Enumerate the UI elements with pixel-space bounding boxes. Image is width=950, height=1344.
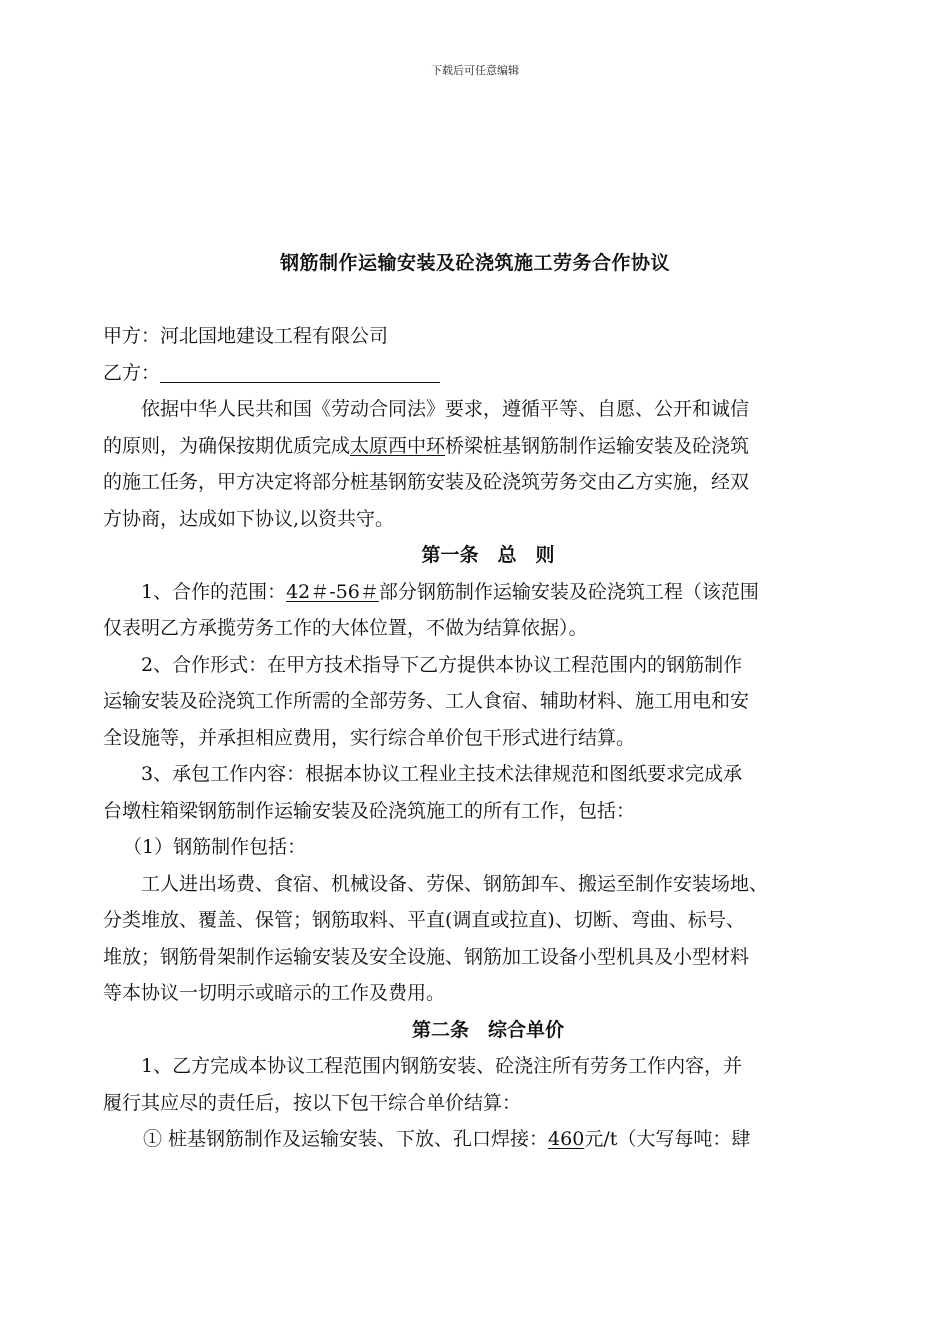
article-2-item-1	[103, 1121, 873, 1158]
unit-price: 460	[548, 1128, 585, 1150]
intro-text: 的原则，为确保按期优质完成	[103, 434, 351, 457]
pile-range: 42＃-56＃	[286, 580, 379, 603]
sub-item-1-line-3: 堆放；钢筋骨架制作运输安装及安全设施、钢筋加工设备小型机具及小型材料	[103, 945, 750, 968]
clause-text: 元/t（大写每吨：肆	[584, 1128, 751, 1150]
sub-item-1-line-1: 工人进出场费、食宿、机械设备、劳保、钢筋卸车、搬运至制作安装场地、	[141, 872, 769, 895]
intro-line-1: 依据中华人民共和国《劳动合同法》要求，遵循平等、自愿、公开和诚信	[141, 398, 750, 420]
article-2-heading: 第二条 综合单价	[411, 1018, 564, 1041]
document-title: 钢筋制作运输安装及砼浇筑施工劳务合作协议	[279, 252, 670, 274]
article-1-p1-line-1	[103, 574, 873, 611]
party-a-line: 甲方：河北国地建设工程有限公司	[103, 325, 389, 347]
intro-line-3: 的施工任务，甲方决定将部分桩基钢筋安装及砼浇筑劳务交由乙方实施，经双	[103, 471, 750, 493]
article-1-p3-line-1: 3、承包工作内容：根据本协议工程业主技术法律规范和图纸要求完成承	[141, 763, 743, 785]
sub-item-1-line-2: 分类堆放、覆盖、保管；钢筋取料、平直(调直或拉直)、切断、弯曲、标号、	[103, 909, 745, 931]
clause-text: 1、合作的范围：	[141, 580, 287, 603]
intro-text: 桥梁桩基钢筋制作运输安装及砼浇筑	[445, 434, 750, 457]
article-1-p1-line-2: 仅表明乙方承揽劳务工作的大体位置，不做为结算依据）。	[103, 617, 588, 639]
project-name: 太原西中环	[350, 434, 446, 457]
party-b-line	[103, 355, 873, 392]
article-1-heading: 第一条 总 则	[421, 544, 555, 566]
header-note: 下载后可任意编辑	[431, 64, 519, 77]
sub-item-1-heading: （1）钢筋制作包括：	[123, 836, 307, 858]
article-2-p1-line-1: 1、乙方完成本协议工程范围内钢筋安装、砼浇注所有劳务工作内容，并	[141, 1055, 743, 1077]
article-1-p3-line-2: 台墩柱箱梁钢筋制作运输安装及砼浇筑施工的所有工作，包括：	[103, 799, 636, 822]
article-1-p2-line-3: 全设施等，并承担相应费用，实行综合单价包干形式进行结算。	[103, 726, 636, 749]
intro-line-4: 方协商，达成如下协议,以资共守。	[103, 507, 395, 530]
clause-text: 部分钢筋制作运输安装及砼浇筑工程（该范围	[378, 580, 759, 603]
party-b-label: 乙方：	[103, 361, 161, 384]
article-2-p1-line-2: 履行其应尽的责任后，按以下包干综合单价结算：	[103, 1091, 522, 1114]
article-1-p2-line-2: 运输安装及砼浇筑工作所需的全部劳务、工人食宿、辅助材料、施工用电和安	[103, 690, 750, 712]
party-b-blank[interactable]	[160, 360, 440, 383]
clause-text: ① 桩基钢筋制作及运输安装、下放、孔口焊接：	[143, 1128, 549, 1150]
document-body	[103, 318, 873, 1158]
sub-item-1-line-4: 等本协议一切明示或暗示的工作及费用。	[103, 982, 446, 1004]
article-1-p2-line-1: 2、合作形式：在甲方技术指导下乙方提供本协议工程范围内的钢筋制作	[141, 653, 743, 676]
intro-line-2	[103, 428, 873, 465]
